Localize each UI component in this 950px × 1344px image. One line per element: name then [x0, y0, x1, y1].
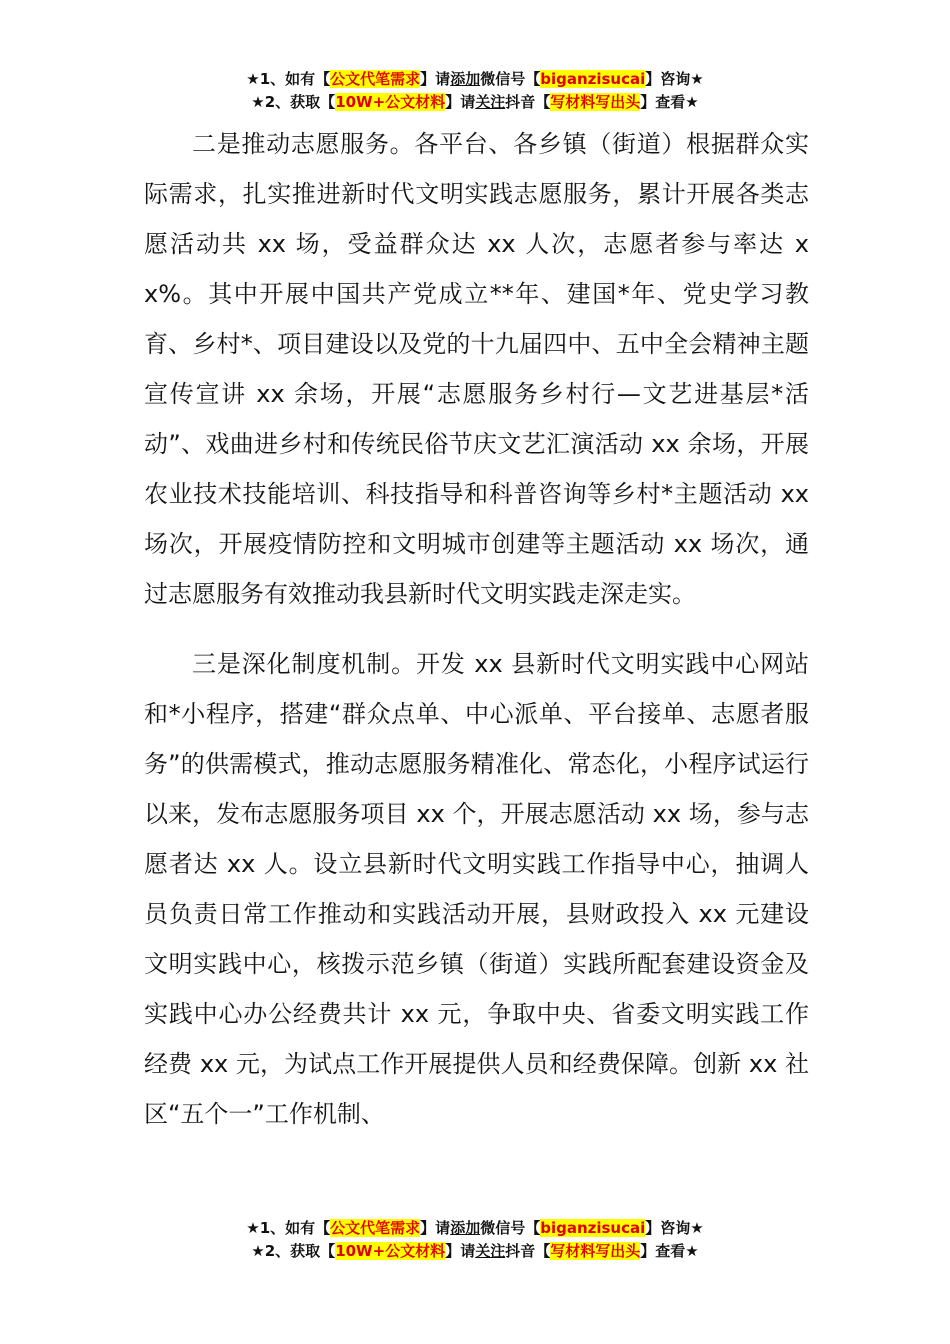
- highlight-materials: 10W+公文材料: [335, 93, 446, 111]
- paragraph-institutional-mechanism: 三是深化制度机制。开发 xx 县新时代文明实践中心网站和*小程序，搭建“群众点单、中心派单、平台接单、志愿者服务”的供需模式，推动志愿服务精准化、常态化，小程序试运行以来，发布志愿服务项目 xx 个，开展志愿活动 xx 场，参与志愿者达 xx 人。设立县新时代文明实践工作指导中心，抽调人员负责日常工作推动和实践活动开展，县财政投入 xx 元建设文明实践中心，核拨示范乡镇（街道）实践所配套建设资金及实践中心办公经费共计 xx 元，争取中央、省委文明实践工作经费 xx 元，为试点工作开展提供人员和经费保障。创新 xx 社区“五个一”工作机制、: [144, 650, 809, 1128]
- banner-line-2: ★2、获取【10W+公文材料】请关注抖音【写材料写出头】查看★: [251, 93, 699, 111]
- header-banner: [0, 68, 950, 114]
- banner-line-1: ★1、如有【公文代笔需求】请添加微信号【biganzisucai】咨询★: [246, 1219, 704, 1237]
- highlight-douyin-id: 写材料写出头: [550, 93, 641, 111]
- banner-line-2: ★2、获取【10W+公文材料】请关注抖音【写材料写出头】查看★: [251, 1242, 699, 1260]
- highlight-wechat-id: biganzisucai: [540, 70, 646, 88]
- highlight-wechat-id: biganzisucai: [540, 1219, 646, 1237]
- highlight-materials: 10W+公文材料: [335, 1242, 446, 1260]
- footer-banner: [0, 1217, 950, 1263]
- highlight-service: 公文代笔需求: [330, 70, 421, 88]
- highlight-service: 公文代笔需求: [330, 1219, 421, 1237]
- highlight-douyin-id: 写材料写出头: [550, 1242, 641, 1260]
- banner-line-1: ★1、如有【公文代笔需求】请添加微信号【biganzisucai】咨询★: [246, 70, 704, 88]
- paragraph-volunteer-service: 二是推动志愿服务。各平台、各乡镇（街道）根据群众实际需求，扎实推进新时代文明实践志愿服务，累计开展各类志愿活动共 xx 场，受益群众达 xx 人次，志愿者参与率达 xx%。其中开展中国共产党成立**年、建国*年、党史学习教育、乡村*、项目建设以及党的十九届四中、五中全会精神主题宣传宣讲 xx 余场，开展“志愿服务乡村行—文艺进基层*活动”、戏曲进乡村和传统民俗节庆文艺汇演活动 xx 余场，开展农业技术技能培训、科技指导和科普咨询等乡村*主题活动 xx 场次，开展疫情防控和文明城市创建等主题活动 xx 场次，通过志愿服务有效推动我县新时代文明实践走深走实。: [144, 130, 809, 608]
- document-body: [144, 119, 809, 1139]
